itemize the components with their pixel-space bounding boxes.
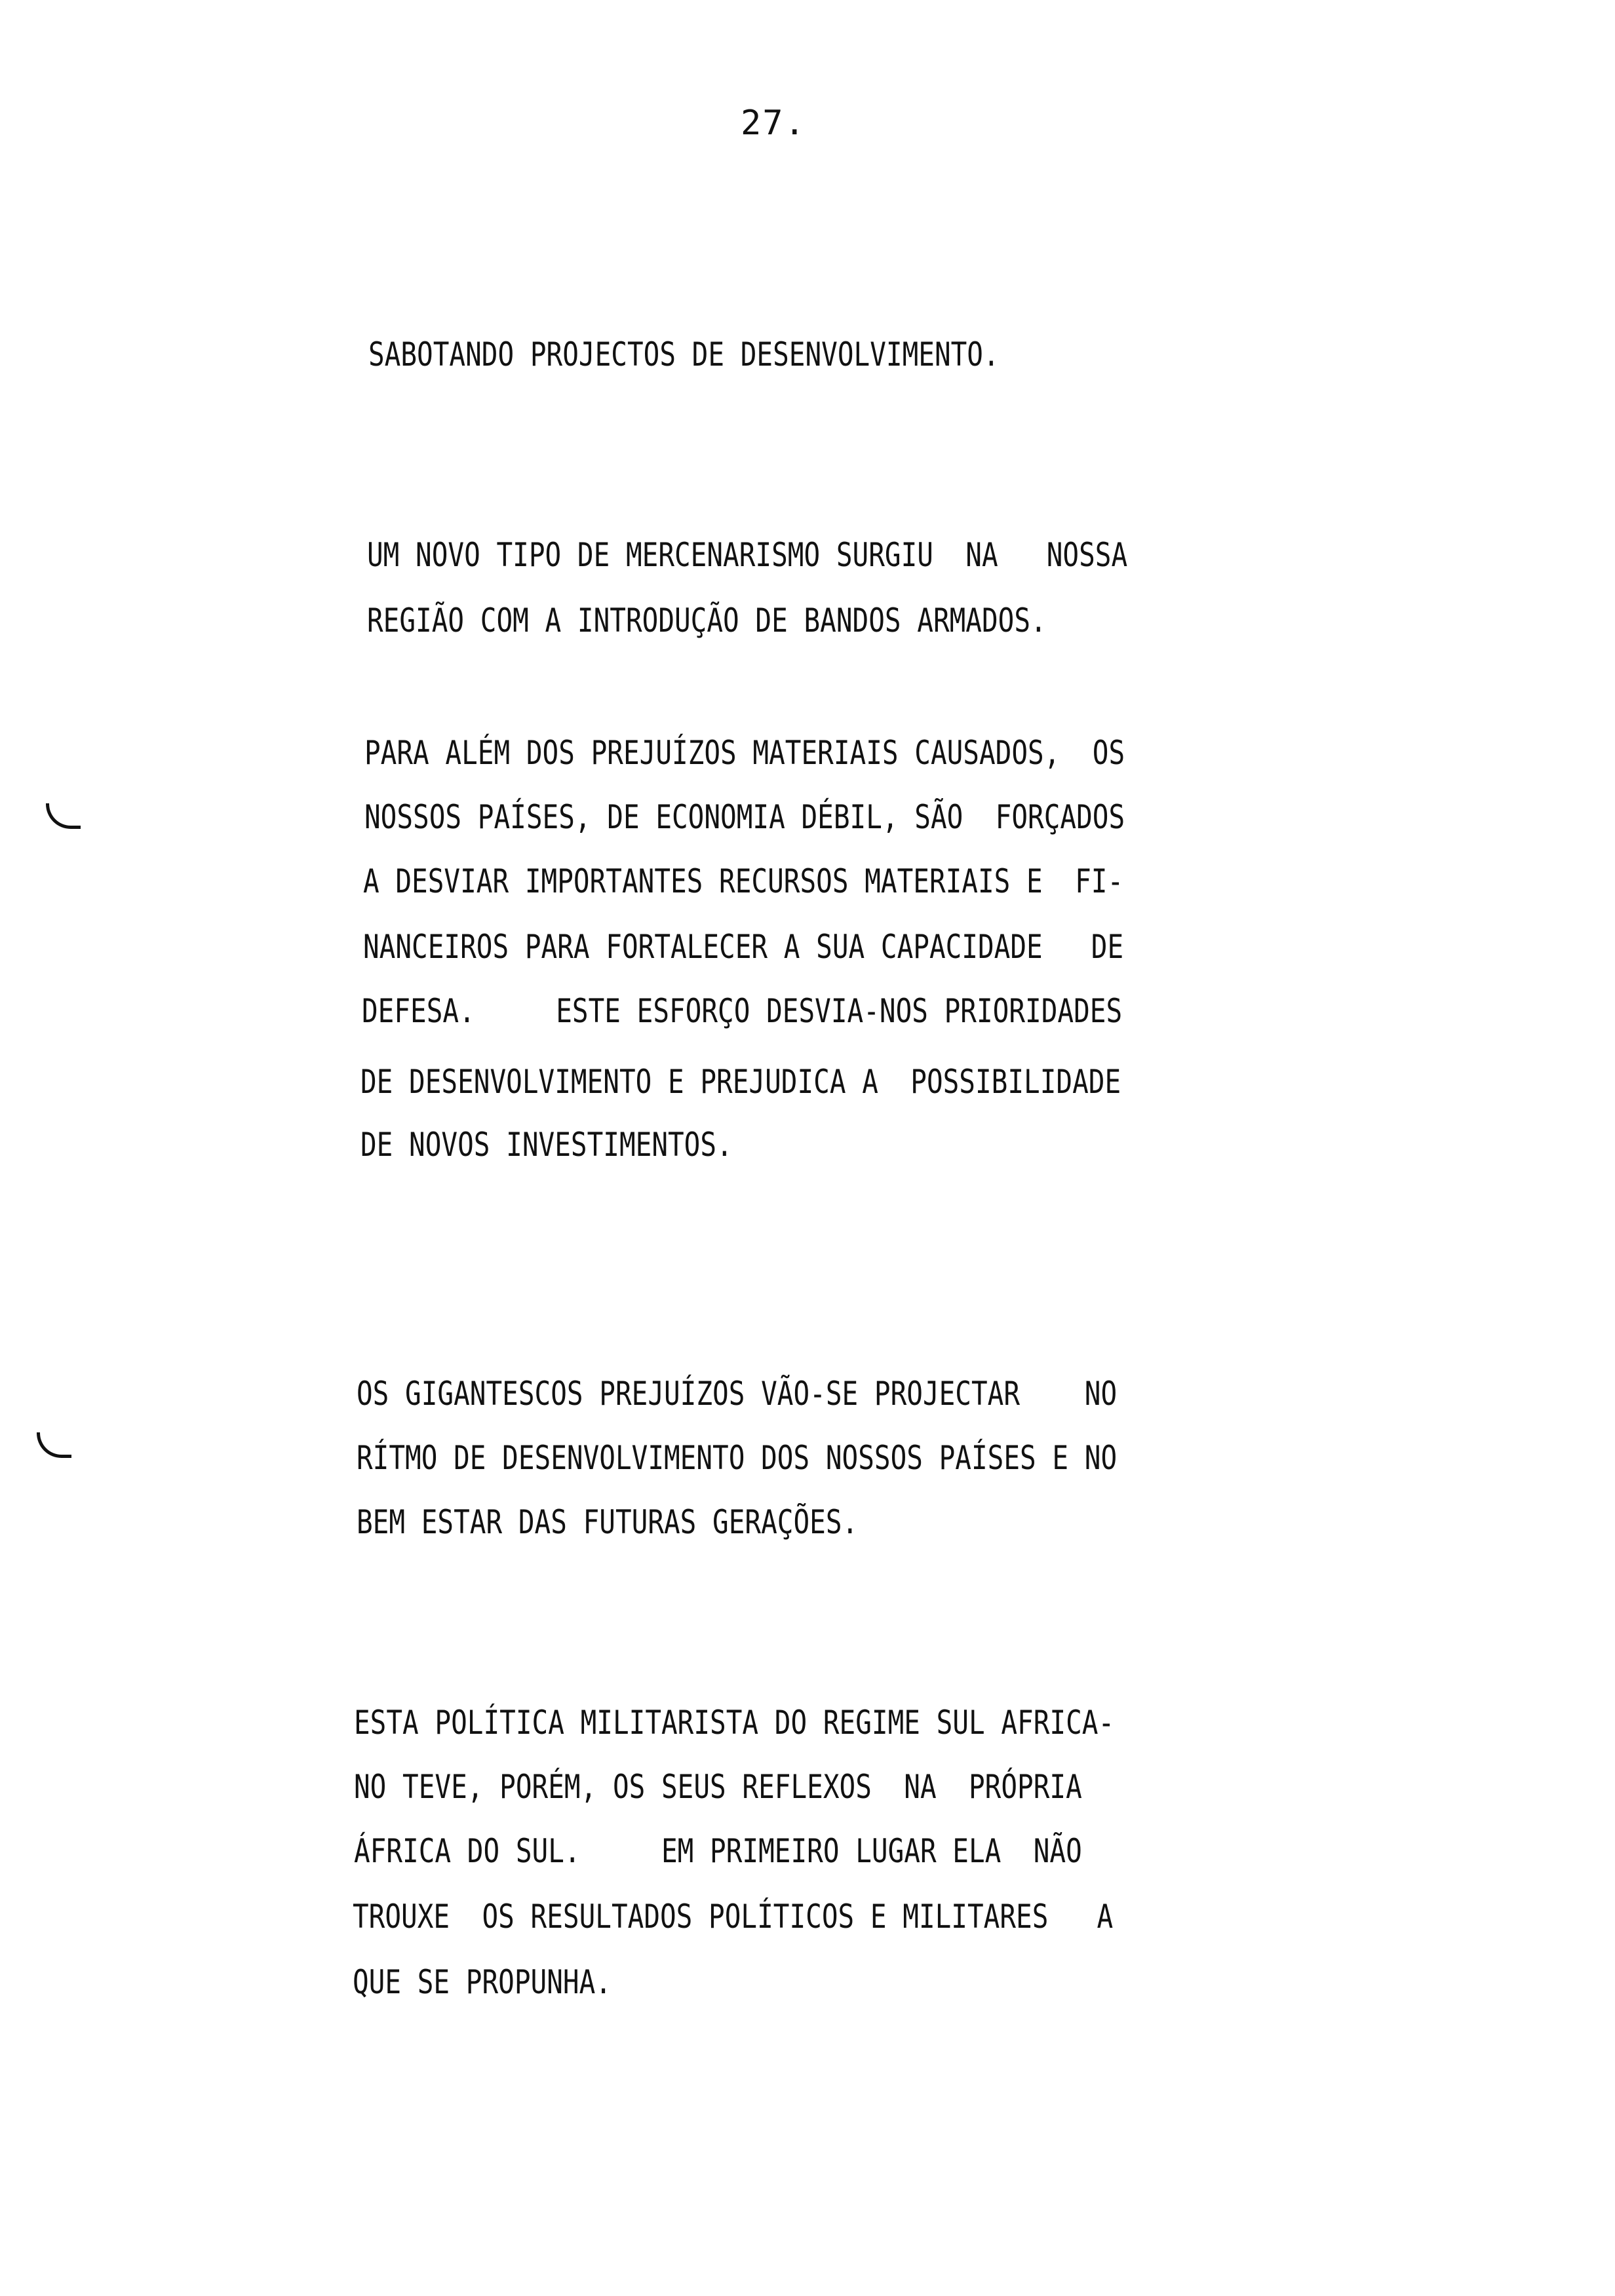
text-line: QUE SE PROPUNHA.	[353, 1963, 612, 2001]
text-line: NANCEIROS PARA FORTALECER A SUA CAPACIDADE DE	[363, 928, 1124, 966]
text-line: OS GIGANTESCOS PREJUÍZOS VÃO-SE PROJECTAR NO	[357, 1375, 1118, 1413]
text-line: PARA ALÉM DOS PREJUÍZOS MATERIAIS CAUSADOS, OS	[364, 734, 1125, 772]
text-line: DEFESA. ESTE ESFORÇO DESVIA-NOS PRIORIDADES	[362, 992, 1123, 1030]
text-line: A DESVIAR IMPORTANTES RECURSOS MATERIAIS E FI-	[363, 862, 1124, 900]
text-line: DE NOVOS INVESTIMENTOS.	[360, 1126, 733, 1164]
text-line: RÍTMO DE DESENVOLVIMENTO DOS NOSSOS PAÍSES E NO	[357, 1439, 1118, 1477]
text-line: REGIÃO COM A INTRODUÇÃO DE BANDOS ARMADOS.	[367, 602, 1047, 640]
margin-check-mark	[37, 1432, 71, 1458]
text-line: ÁFRICA DO SUL. EM PRIMEIRO LUGAR ELA NÃO	[354, 1832, 1082, 1870]
margin-check-mark	[46, 803, 81, 829]
text-line: ESTA POLÍTICA MILITARISTA DO REGIME SUL AFRICA-	[354, 1704, 1115, 1742]
text-line: DE DESENVOLVIMENTO E PREJUDICA A POSSIBILIDADE	[360, 1063, 1121, 1101]
text-line: UM NOVO TIPO DE MERCENARISMO SURGIU NA NOSSA	[367, 536, 1128, 574]
text-line: BEM ESTAR DAS FUTURAS GERAÇÕES.	[357, 1503, 859, 1541]
text-line: TROUXE OS RESULTADOS POLÍTICOS E MILITARES A	[353, 1898, 1114, 1936]
text-line: NO TEVE, PORÉM, OS SEUS REFLEXOS NA PRÓPRIA	[354, 1768, 1082, 1806]
text-line: NOSSOS PAÍSES, DE ECONOMIA DÉBIL, SÃO FORÇADOS	[364, 798, 1125, 836]
page-number: 27.	[741, 104, 806, 143]
section-heading: SABOTANDO PROJECTOS DE DESENVOLVIMENTO.	[368, 335, 1000, 373]
